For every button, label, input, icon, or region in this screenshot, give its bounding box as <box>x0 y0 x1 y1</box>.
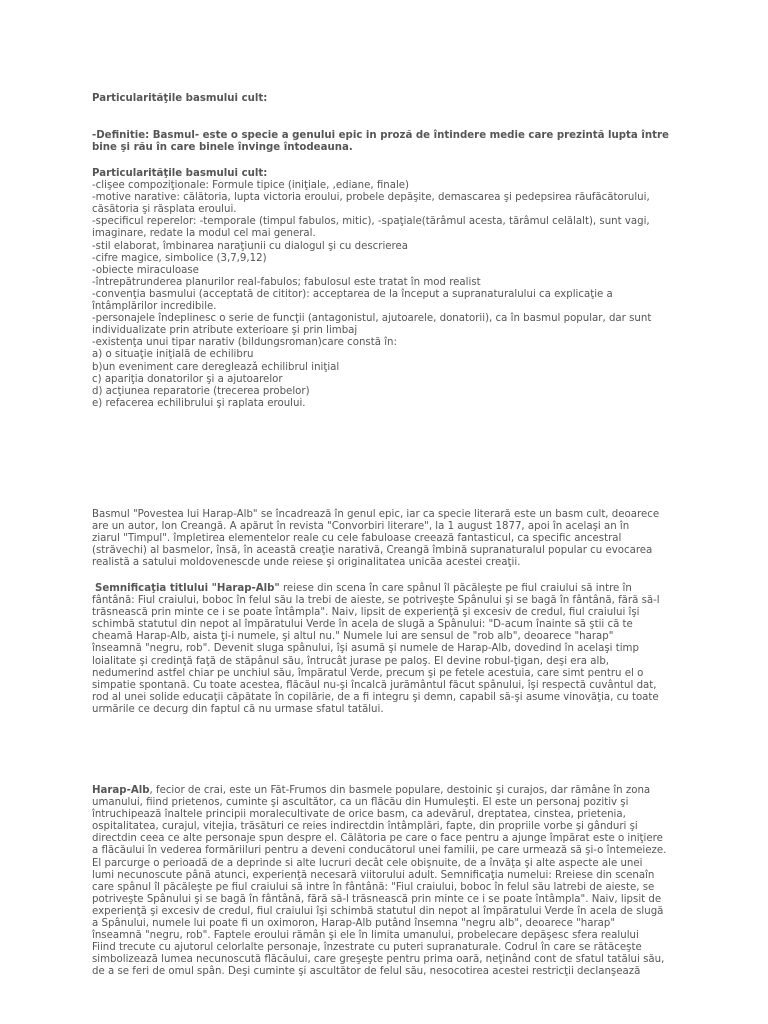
intro-line: ziarul "Timpul". împletirea elementelor reale cu cele fabuloase creează fantasticul, ca specific ancestral <box>92 533 622 545</box>
harap-alb-line: a Spânului, numele lui poate fi un oximoron, Harap-Alb putând însemna "negru alb", deoarece "harap" <box>92 918 616 930</box>
harap-alb-line: Fiind trecute cu ajutorul celorlalte personaje, înzestrate cu puteri supranaturale. Codrul în care se rătăceşte <box>92 942 642 954</box>
particularity-line: a) o situaţie iniţială de echilibru <box>92 349 254 361</box>
harap-alb-line: înseamnă "negru, rob". Faptele eroului rămân şi ele în limita umanului, probelecare depăşesc sfera realului <box>92 930 639 942</box>
title-meaning-first-line <box>92 583 692 595</box>
particularity-line: -convenţia basmului (acceptată de cititor): acceptarea de la început a supranaturalului ca explicaţie a <box>92 288 613 300</box>
particularity-line: căsătoria şi răsplata eroului. <box>92 204 237 216</box>
harap-alb-lines <box>92 797 692 978</box>
title-meaning-line: schimbă statutul din nepot al împăratului Verde în acela de slugă a Spânului: "D-acum înainte să ştii că te <box>92 619 633 631</box>
particularity-line: d) acţiunea reparatorie (trecerea probelor) <box>92 385 310 397</box>
title-meaning-first-rest: reiese din scena în care spânul îl păcăleşte pe fiul craiului să intre în <box>279 583 632 594</box>
particularity-line: -specificul reperelor: -temporale (timpul fabulos, mitic), -spaţiale(tărâmul acesta, tărâmul celălalt), sunt vagi, <box>92 216 650 228</box>
harap-alb-line: simbolizează lumea necunoscută flăcăului, care greşeşte pentru prima oară, neţinând cont de sfatul tatălui său, <box>92 954 665 966</box>
title-meaning-line: fântână: Fiul craiului, boboc în felul său la trebi de aieste, se potriveşte Spânului şi se bagă în fântână, fără să-l <box>92 595 660 607</box>
particularity-line: imaginare, redate la modul cel mai general. <box>92 228 316 240</box>
particularity-line: -cifre magice, simbolice (3,7,9,12) <box>92 252 267 264</box>
title-meaning-line: urmările ce decurg din faptul că nu urmase sfatul tatălui. <box>92 703 384 715</box>
particularities-lines <box>92 180 692 410</box>
particularity-line: individualizate prin atribute exterioare şi prin limbaj <box>92 325 358 337</box>
intro-lines <box>92 509 692 569</box>
harap-alb-line: potriveşte Spânului şi se bagă în fântână, fără să-l trăsnească prin minte ce i se poate întâmpla". Naiv, lipsit de <box>92 893 662 905</box>
title-meaning-line: nedumerind astfel chiar pe unchiul său, împăratul Verde, precum şi pe fetele acestuia, care simt pentru el o <box>92 667 644 679</box>
harap-alb-line: a flăcăului în vederea formăriiluri pentru a deveni conducătorul unei familii, pe care urmează să şi-o întemeieze. <box>92 845 667 857</box>
particularity-line: c) apariţia donatorilor şi a ajutoarelor <box>92 373 283 385</box>
definition-line: -Definitie: Basmul- este o specie a genului epic in proză de întindere medie care prezintă lupta între <box>92 130 669 141</box>
title-meaning-line: loialitate şi credinţă faţă de stăpânul său, întrucât jurase pe paloş. El devine robul-ţigan, deşi era alb, <box>92 655 610 667</box>
particularity-line: -clişee compoziţionale: Formule tipice (iniţiale, ,ediane, finale) <box>92 180 410 192</box>
intro-paragraph <box>92 509 692 569</box>
particularities-heading: Particularităţile basmului cult: <box>92 168 268 179</box>
title-meaning-lines <box>92 595 692 716</box>
particularity-line: -motive narative: călătoria, lupta victoria eroului, probele depăşite, demascarea şi pedepsirea răufăcătorului, <box>92 192 650 204</box>
harap-alb-line: întruchipează înaltele principii moralecultivate de orice basm, ca adevărul, dreptatea, cinstea, prietenia, <box>92 809 626 821</box>
title-meaning-line: simpatie spontană. Cu toate acestea, flăcăul nu-şi încalcă jurământul făcut spânului, îşi respectă cuvântul dat, <box>92 679 657 691</box>
harap-alb-first-line <box>92 785 692 797</box>
harap-alb-line: umanului, fiind prietenos, cuminte şi ascultător, ca un flăcău din Humuleşti. El este un personaj pozitiv şi <box>92 797 629 809</box>
harap-alb-line: care spânul îl păcăleşte pe fiul craiului să intre în fântână: "Fiul craiului, boboc în felul său latrebi de aieste, se <box>92 881 655 893</box>
doc-title-text: Particularităţile basmului cult: <box>92 93 268 104</box>
particularity-line: b)un eveniment care deregleazǎ echilibrul iniţial <box>92 361 340 373</box>
definition-line: bine şi rău în care binele învinge întodeauna. <box>92 142 353 154</box>
harap-alb-line: El parcurge o perioadă de a deprinde si alte lucruri decât cele obişnuite, de a învăţa şi alte aspecte ale unei <box>92 857 643 869</box>
title-meaning-paragraph <box>92 583 692 716</box>
title-meaning-heading: Semnificaţia titlului "Harap-Alb" <box>95 583 280 594</box>
harap-alb-line: ospitalitatea, curajul, vitejia, trăsături ce reies indirectdin întâmplări, fapte, din propriile vorbe şi gânduri şi <box>92 821 638 833</box>
title-meaning-line: înseamnă "negru, rob". Devenit sluga spânului, îşi asumă şi numele de Harap-Alb, dovedind în acelaşi timp <box>92 643 639 655</box>
title-meaning-line: cheamă Harap-Alb, aista ţi-i numele, şi altul nu." Numele lui are sensul de "rob alb", deoarece "harap" <box>92 631 614 643</box>
title-meaning-line: trăsnească prin minte ce i se poate întâmpla". Naiv, lipsit de experienţă şi excesiv de credul, fiul craiului îşi <box>92 607 640 619</box>
harap-alb-first-rest: , fecior de crai, este un Făt-Frumos din basmele populare, destoinic şi curajos, dar rămâne în zona <box>149 785 651 796</box>
particularity-line: e) refacerea echilibrului şi raplata eroului. <box>92 397 306 409</box>
harap-alb-line: experienţă şi excesiv de credul, fiul craiului îşi schimbă statutul din nepot al împăratului Verde în acela de slugă <box>92 905 664 917</box>
particularity-line: -personajele îndeplinesc o serie de funcţii (antagonistul, ajutoarele, donatorii), ca în basmul popular, dar sunt <box>92 313 652 325</box>
particularity-line: -stil elaborat, îmbinarea naraţiunii cu dialogul şi cu descrierea <box>92 240 409 252</box>
harap-alb-line: de a se feri de omul spân. Deşi cuminte şi ascultător de felul său, nesocotirea acestei restricţii declanşează <box>92 966 641 978</box>
definition-paragraph <box>92 130 692 154</box>
particularity-line: -existenţa unui tipar narativ (bildungsroman)care constă în: <box>92 337 397 349</box>
particularity-line: -obiecte miraculoase <box>92 264 199 276</box>
intro-line: realistă a satului moldovenescde unde reiese şi originalitatea unicăa acestei creaţii. <box>92 557 521 569</box>
harap-alb-paragraph <box>92 785 692 979</box>
particularity-line: -întrepătrunderea planurilor real-fabulos; fabulosul este tratat în mod realist <box>92 276 481 288</box>
doc-title <box>92 93 692 105</box>
intro-line: are un autor, Ion Creangă. A apărut în revista "Convorbiri literare", la 1 august 1877, apoi în acelaşi an în <box>92 521 630 533</box>
particularity-line: întâmplărilor incredibile. <box>92 301 217 313</box>
particularities-list <box>92 168 692 410</box>
harap-alb-line: lumi necunoscute până atunci, experienţă necesară viitorului adult. Semnificaţia numelui: Rreiese din scenaîn <box>92 869 655 881</box>
intro-line: (străvechi) al basmelor, însă, în această creaţie narativă, Creangă îmbină supranaturalul popular cu evocarea <box>92 545 653 557</box>
title-meaning-line: rod al unei solide educaţii căpătate în copilărie, de a fi integru şi demn, capabil să-şi asume vinovăţia, cu toate <box>92 691 659 703</box>
harap-alb-heading: Harap-Alb <box>92 785 150 796</box>
intro-line: Basmul "Povestea lui Harap-Alb" se încadrează în genul epic, iar ca specie literară este un basm cult, deoarece <box>92 509 660 520</box>
harap-alb-line: directdin ceea ce alte personaje spun despre el. Călătoria pe care o face pentru a ajunge împărat este o iniţiere <box>92 833 663 845</box>
